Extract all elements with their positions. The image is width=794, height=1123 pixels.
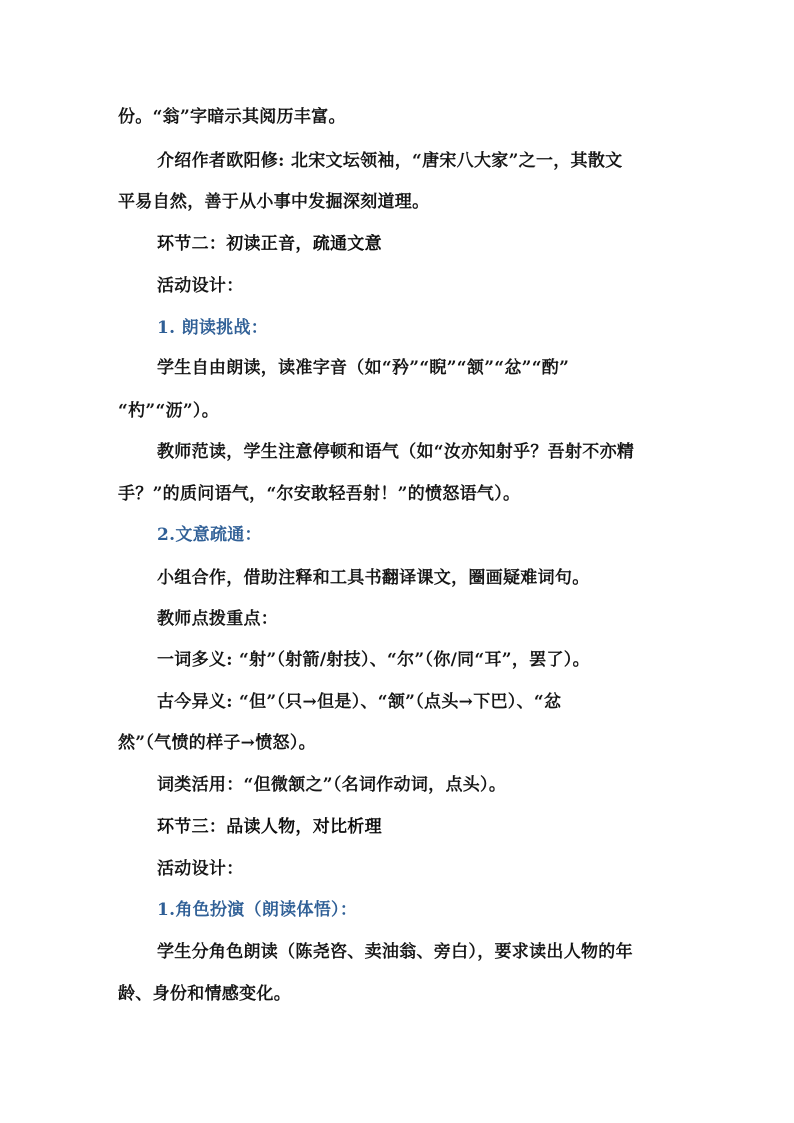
section-two-heading: 环节二：初读正音，疏通文意 <box>157 234 382 254</box>
author-intro-line-2: 平易自然，善于从小事中发掘深刻道理。 <box>118 192 430 212</box>
free-reading-line-2: “杓”“沥”）。 <box>118 401 220 421</box>
role-reading-line-2: 龄、身份和情感变化。 <box>118 984 291 1004</box>
group-work-line: 小组合作，借助注释和工具书翻译课文，圈画疑难词句。 <box>157 568 590 588</box>
paragraph-line-1: 份。“翁”字暗示其阅历丰富。 <box>118 107 346 127</box>
key-points-label: 教师点拨重点： <box>157 609 279 629</box>
teacher-reading-line-2: 手？”的质问语气，“尔安敢轻吾射！”的愤怒语气）。 <box>118 484 521 504</box>
role-reading-line-1: 学生分角色朗读（陈尧咨、卖油翁、旁白），要求读出人物的年 <box>157 942 633 962</box>
word-class-line: 词类活用：“但微颔之”（名词作动词，点头）。 <box>157 775 507 795</box>
activity-design-label-2: 活动设计： <box>157 859 244 879</box>
section-three-heading: 环节三：品读人物，对比析理 <box>157 817 382 837</box>
author-intro-line-1: 介绍作者欧阳修: 北宋文坛领袖，“唐宋八大家”之一，其散文 <box>157 151 623 171</box>
ancient-modern-line-2: 然”（气愤的样子→愤怒）。 <box>118 733 316 753</box>
meaning-subheading: 2.文意疏通： <box>157 525 262 545</box>
free-reading-line-1: 学生自由朗读，读准字音（如“矜”“睨”“颔”“忿”“酌” <box>157 358 570 378</box>
role-play-subheading: 1.角色扮演（朗读体悟）： <box>157 900 358 920</box>
reading-challenge-subheading: 1. 朗读挑战： <box>157 318 269 338</box>
teacher-reading-line-1: 教师范读，学生注意停顿和语气（如“汝亦知射乎？吾射不亦精 <box>157 442 635 462</box>
activity-design-label: 活动设计： <box>157 276 244 296</box>
ancient-modern-line-1: 古今异义: “但”（只→但是）、“颔”（点头→下巴）、“忿 <box>157 692 562 712</box>
polysemy-line: 一词多义: “射”（射箭/射技）、“尔”（你/同“耳”，罢了）。 <box>157 650 590 670</box>
